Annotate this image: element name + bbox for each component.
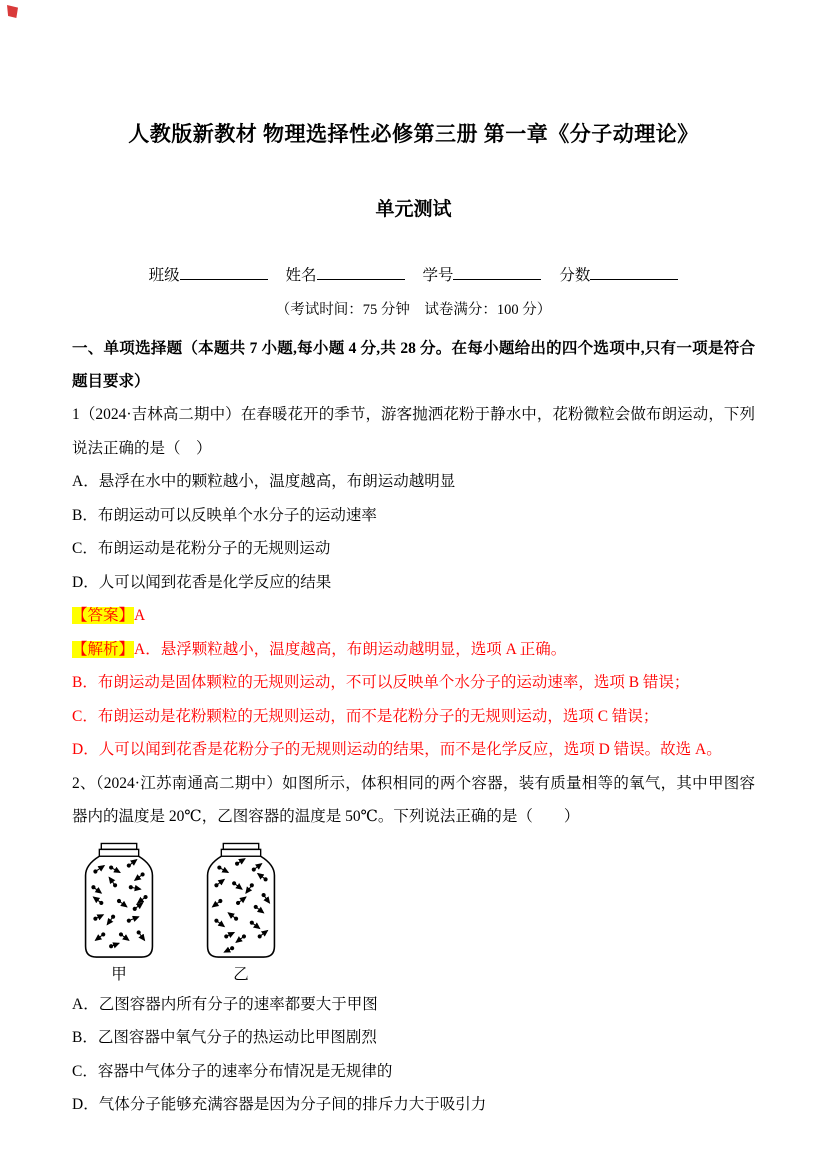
- jar-jia-label: 甲: [111, 965, 127, 983]
- jar-yi-figure: [202, 842, 280, 960]
- student-id-blank: [453, 264, 541, 280]
- molecules-jia: [91, 859, 147, 948]
- q1-stem: 1（2024·吉林高二期中）在春暖花开的季节，游客抛洒花粉于静水中，花粉微粒会做布朗运动，下列说法正确的是（ ）: [72, 406, 755, 457]
- q2-stem: 2、（2024·江苏南通高二期中）如图所示，体积相同的两个容器，装有质量相等的氧气，其中甲图容器内的温度是 20℃，乙图容器的温度是 50℃。下列说法正确的是（ ）: [72, 774, 755, 825]
- q2-option-a: A．乙图容器内所有分子的速率都要大于甲图: [72, 995, 378, 1013]
- q1-option-c: C．布朗运动是花粉分子的无规则运动: [72, 540, 331, 557]
- class-field: [149, 263, 268, 285]
- class-blank: [180, 264, 268, 280]
- q2-option-d: D．气体分子能够充满容器是因为分子间的排斥力大于吸引力: [72, 1096, 487, 1113]
- q1-analysis-b: B．布朗运动是固体颗粒的无规则运动，不可以反映单个水分子的运动速率，选项 B 错误；: [72, 674, 690, 691]
- score-label: 分数: [559, 267, 591, 284]
- q1-analysis-d: D．人可以闻到花香是花粉分子的无规则运动的结果，而不是化学反应，选项 D 错误。故选 A。: [72, 741, 722, 758]
- name-label: 姓名: [285, 267, 317, 284]
- analysis-label: 【解析】: [72, 640, 135, 658]
- jar-yi-label: 乙: [233, 965, 249, 983]
- q1-analysis-line-a: [72, 633, 755, 667]
- q1-option-d: D．人可以闻到花香是化学反应的结果: [72, 573, 332, 591]
- jar-jia-block: [80, 842, 158, 984]
- q1-option-a: A．悬浮在水中的颗粒越小，温度越高，布朗运动越明显: [72, 473, 456, 490]
- section1-heading: 一、单项选择题（本题共 7 小题,每小题 4 分,共 28 分。在每小题给出的四个选项中,只有一项是符合题目要求）: [72, 340, 755, 390]
- student-id-label: 学号: [422, 267, 454, 284]
- answer-label: 【答案】: [72, 607, 135, 624]
- q2-option-b: B．乙图容器中氧气分子的热运动比甲图剧烈: [72, 1029, 377, 1046]
- q1-analysis-a: A．悬浮颗粒越小，温度越高，布朗运动越明显，选项 A 正确。: [134, 640, 567, 658]
- q1-answer-value: A: [134, 607, 146, 624]
- q2-figure: [80, 842, 755, 984]
- q2-option-c: C．容器中气体分子的速率分布情况是无规律的: [72, 1062, 393, 1080]
- q1-option-b: B．布朗运动可以反映单个水分子的运动速率: [72, 506, 377, 524]
- student-id-field: [422, 263, 541, 285]
- jar-yi-block: [202, 842, 280, 984]
- document-subtitle: 单元测试: [375, 199, 452, 220]
- jar-jia-figure: [80, 842, 158, 960]
- molecules-yi: [212, 858, 269, 951]
- name-blank: [317, 264, 405, 280]
- student-info-line: [72, 263, 755, 285]
- document-title: 人教版新教材 物理选择性必修第三册 第一章《分子动理论》: [128, 122, 699, 146]
- score-field: [559, 263, 678, 285]
- class-label: 班级: [148, 267, 180, 284]
- q1-analysis-c: C．布朗运动是花粉颗粒的无规则运动，而不是花粉分子的无规则运动，选项 C 错误；: [72, 707, 659, 725]
- score-blank: [590, 264, 678, 280]
- name-field: [286, 263, 405, 285]
- exam-info: （考试时间：75 分钟 试卷满分：100 分）: [275, 302, 552, 318]
- q1-answer-line: [72, 599, 755, 633]
